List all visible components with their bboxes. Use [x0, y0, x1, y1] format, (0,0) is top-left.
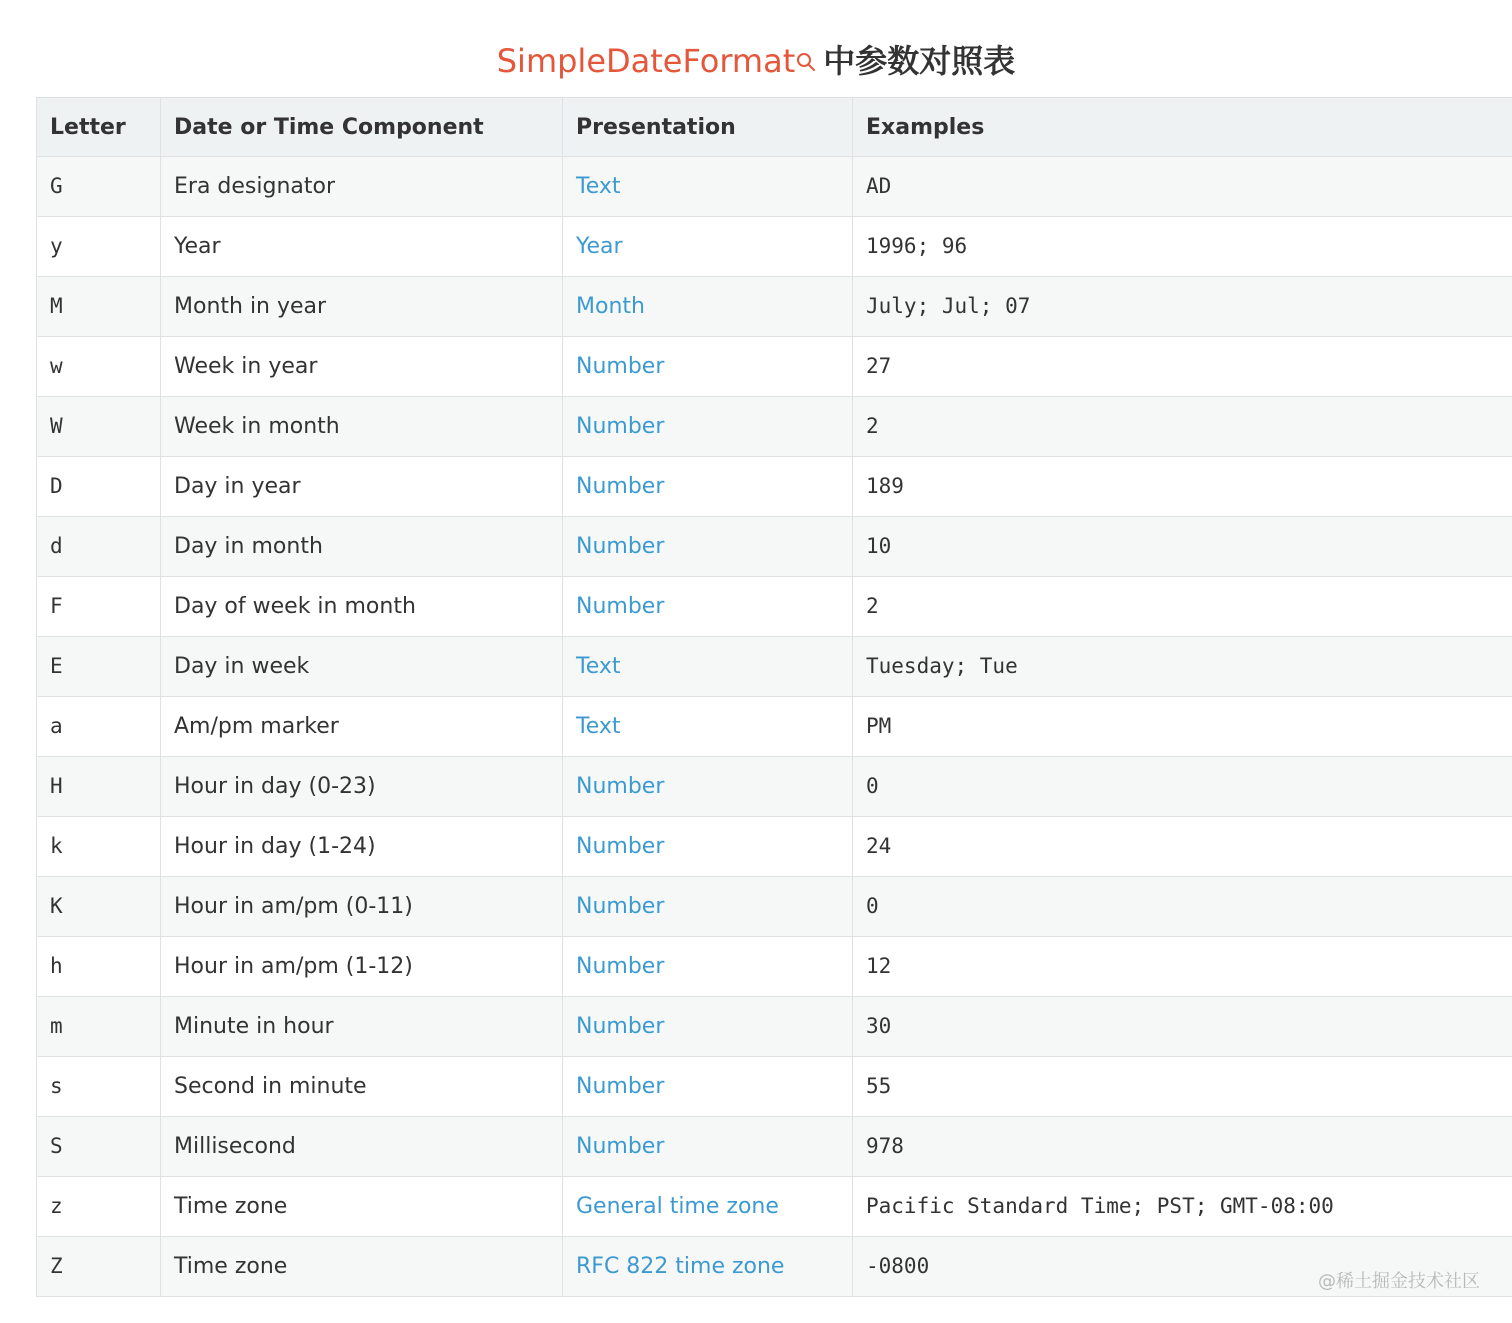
cell-component [161, 1177, 563, 1237]
cell-presentation-link[interactable]: RFC 822 time zone [576, 1254, 785, 1279]
cell-letter [37, 157, 161, 217]
cell-letter: G [50, 174, 63, 198]
cell-letter [37, 577, 161, 637]
cell-presentation [563, 637, 853, 697]
cell-presentation [563, 937, 853, 997]
cell-component: Year [174, 234, 221, 259]
cell-examples: 10 [866, 534, 892, 558]
cell-component: Day in year [174, 474, 301, 499]
cell-component [161, 1057, 563, 1117]
cell-component [161, 1117, 563, 1177]
cell-component [161, 1237, 563, 1297]
cell-letter [37, 817, 161, 877]
table-row [37, 937, 1512, 997]
cell-presentation [563, 337, 853, 397]
cell-presentation [563, 217, 853, 277]
cell-component: Second in minute [174, 1074, 367, 1099]
cell-examples: -0800 [866, 1254, 930, 1278]
cell-letter: w [50, 354, 63, 378]
table-row [37, 877, 1512, 937]
cell-examples [853, 877, 1512, 937]
cell-presentation-link[interactable]: Number [576, 954, 665, 979]
date-format-table [36, 97, 1512, 1297]
cell-presentation-link[interactable]: Number [576, 414, 665, 439]
cell-letter: a [50, 714, 63, 738]
header-row [37, 98, 1512, 157]
cell-presentation [563, 697, 853, 757]
cell-presentation-link[interactable]: Text [576, 174, 621, 199]
cell-letter [37, 877, 161, 937]
cell-letter: s [50, 1074, 63, 1098]
cell-letter [37, 277, 161, 337]
cell-component [161, 457, 563, 517]
cell-presentation [563, 997, 853, 1057]
cell-presentation [563, 397, 853, 457]
table-header [37, 98, 1512, 157]
cell-letter [37, 1237, 161, 1297]
cell-letter: E [50, 654, 63, 678]
cell-examples: 1996; 96 [866, 234, 968, 258]
table-row [37, 397, 1512, 457]
cell-component [161, 217, 563, 277]
cell-presentation-link[interactable]: Month [576, 294, 645, 319]
watermark: @稀土掘金技术社区 [1318, 1271, 1480, 1292]
cell-presentation [563, 1237, 853, 1297]
cell-letter: k [50, 834, 63, 858]
cell-component [161, 157, 563, 217]
table-row [37, 157, 1512, 217]
cell-letter: y [50, 234, 63, 258]
header-presentation: Presentation [563, 98, 853, 157]
cell-examples [853, 757, 1512, 817]
cell-component: Week in year [174, 354, 318, 379]
cell-component [161, 577, 563, 637]
cell-presentation [563, 517, 853, 577]
cell-presentation-link[interactable]: Number [576, 354, 665, 379]
table-body [37, 157, 1512, 1297]
cell-letter: D [50, 474, 63, 498]
table-row [37, 637, 1512, 697]
cell-letter [37, 637, 161, 697]
cell-presentation-link[interactable]: Number [576, 474, 665, 499]
cell-letter [37, 1177, 161, 1237]
cell-presentation [563, 1117, 853, 1177]
table-row [37, 1177, 1512, 1237]
title-rest: 中参数对照表 [823, 42, 1016, 80]
cell-examples [853, 1177, 1512, 1237]
cell-component [161, 517, 563, 577]
table-row [37, 1057, 1512, 1117]
cell-examples: 30 [866, 1014, 892, 1038]
cell-component: Hour in am/pm (1-12) [174, 954, 413, 979]
cell-examples [853, 637, 1512, 697]
cell-examples: PM [866, 714, 892, 738]
table-row [37, 817, 1512, 877]
cell-presentation-link[interactable]: Number [576, 774, 665, 799]
cell-examples [853, 997, 1512, 1057]
cell-presentation-link[interactable]: Text [576, 654, 621, 679]
cell-component: Time zone [174, 1194, 288, 1219]
cell-letter: M [50, 294, 63, 318]
cell-examples [853, 217, 1512, 277]
cell-letter: z [50, 1194, 63, 1218]
cell-letter [37, 697, 161, 757]
cell-letter: Z [50, 1254, 63, 1278]
cell-component [161, 637, 563, 697]
cell-presentation [563, 457, 853, 517]
cell-letter: h [50, 954, 63, 978]
cell-letter [37, 757, 161, 817]
cell-examples [853, 517, 1512, 577]
cell-examples: AD [866, 174, 892, 198]
cell-letter [37, 937, 161, 997]
table-row [37, 997, 1512, 1057]
cell-presentation-link[interactable]: Number [576, 594, 665, 619]
cell-component [161, 337, 563, 397]
cell-component [161, 997, 563, 1057]
cell-examples [853, 1057, 1512, 1117]
cell-letter [37, 517, 161, 577]
cell-letter [37, 1117, 161, 1177]
cell-component: Week in month [174, 414, 340, 439]
title-keyword-link[interactable]: SimpleDateFormat [496, 42, 796, 80]
cell-examples: 978 [866, 1134, 904, 1158]
table-row [37, 1117, 1512, 1177]
cell-component: Am/pm marker [174, 714, 339, 739]
cell-letter: S [50, 1134, 63, 1158]
cell-letter: K [50, 894, 63, 918]
cell-presentation-link[interactable]: Number [576, 894, 665, 919]
cell-examples [853, 937, 1512, 997]
cell-letter: H [50, 774, 63, 798]
cell-presentation-link[interactable]: Number [576, 834, 665, 859]
cell-component [161, 877, 563, 937]
cell-examples: 27 [866, 354, 892, 378]
search-icon[interactable] [795, 36, 817, 56]
cell-letter: W [50, 414, 63, 438]
cell-examples: July; Jul; 07 [866, 294, 1031, 318]
table-row [37, 757, 1512, 817]
cell-presentation-link[interactable]: Number [576, 534, 665, 559]
cell-examples [853, 697, 1512, 757]
cell-letter [37, 397, 161, 457]
table-row [37, 277, 1512, 337]
cell-presentation-link[interactable]: Text [576, 714, 621, 739]
cell-presentation [563, 1057, 853, 1117]
cell-presentation [563, 1177, 853, 1237]
page-title [0, 36, 1512, 86]
cell-examples: 12 [866, 954, 892, 978]
cell-presentation-link[interactable]: General time zone [576, 1194, 779, 1219]
cell-presentation [563, 757, 853, 817]
cell-component: Hour in day (0-23) [174, 774, 376, 799]
cell-examples [853, 337, 1512, 397]
cell-examples [853, 817, 1512, 877]
cell-examples: 0 [866, 774, 879, 798]
cell-examples [853, 397, 1512, 457]
cell-examples: 0 [866, 894, 879, 918]
cell-letter: d [50, 534, 63, 558]
cell-examples [853, 277, 1512, 337]
cell-examples: 2 [866, 594, 879, 618]
cell-examples: Pacific Standard Time; PST; GMT-08:00 [866, 1194, 1334, 1218]
cell-presentation [563, 157, 853, 217]
cell-examples: Tuesday; Tue [866, 654, 1018, 678]
cell-examples [853, 577, 1512, 637]
cell-component: Time zone [174, 1254, 288, 1279]
cell-presentation-link[interactable]: Number [576, 1074, 665, 1099]
cell-presentation [563, 577, 853, 637]
cell-component: Era designator [174, 174, 336, 199]
table-row [37, 217, 1512, 277]
cell-letter: m [50, 1014, 63, 1038]
header-examples: Examples [853, 98, 1512, 157]
cell-component: Millisecond [174, 1134, 296, 1159]
cell-component [161, 817, 563, 877]
cell-examples [853, 157, 1512, 217]
cell-presentation-link[interactable]: Number [576, 1134, 665, 1159]
header-letter: Letter [37, 98, 161, 157]
cell-presentation-link[interactable]: Number [576, 1014, 665, 1039]
cell-component: Day in month [174, 534, 323, 559]
cell-presentation-link[interactable]: Year [576, 234, 623, 259]
header-component: Date or Time Component [161, 98, 563, 157]
cell-letter [37, 1057, 161, 1117]
cell-component [161, 757, 563, 817]
table-row [37, 517, 1512, 577]
cell-component [161, 937, 563, 997]
cell-presentation [563, 877, 853, 937]
cell-letter: F [50, 594, 63, 618]
table-row [37, 337, 1512, 397]
cell-letter [37, 337, 161, 397]
cell-component [161, 697, 563, 757]
table-row [37, 697, 1512, 757]
cell-component [161, 277, 563, 337]
cell-presentation [563, 817, 853, 877]
cell-letter [37, 457, 161, 517]
cell-component: Day of week in month [174, 594, 416, 619]
cell-presentation [563, 277, 853, 337]
table-row [37, 577, 1512, 637]
cell-examples: 2 [866, 414, 879, 438]
cell-component: Minute in hour [174, 1014, 334, 1039]
cell-examples: 55 [866, 1074, 892, 1098]
cell-examples [853, 457, 1512, 517]
cell-examples [853, 1117, 1512, 1177]
cell-letter [37, 217, 161, 277]
cell-examples: 189 [866, 474, 904, 498]
cell-component: Hour in am/pm (0-11) [174, 894, 413, 919]
table-row [37, 457, 1512, 517]
cell-component [161, 397, 563, 457]
table-row [37, 1237, 1512, 1297]
cell-examples: 24 [866, 834, 892, 858]
cell-component: Day in week [174, 654, 310, 679]
cell-component: Hour in day (1-24) [174, 834, 376, 859]
cell-letter [37, 997, 161, 1057]
cell-component: Month in year [174, 294, 327, 319]
